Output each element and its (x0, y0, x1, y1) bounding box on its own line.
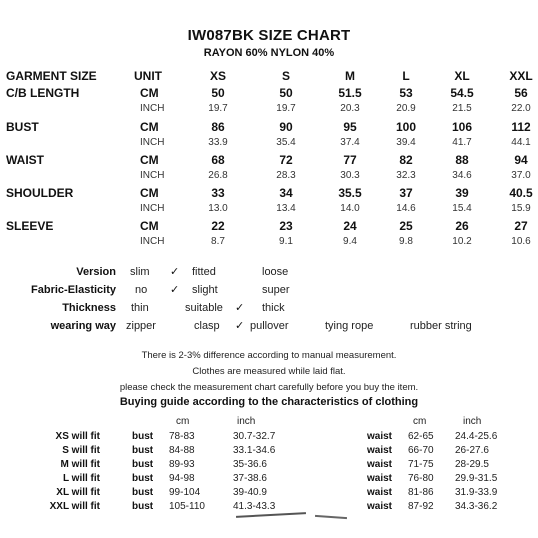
bust-cm: 99-104 (169, 487, 201, 498)
fit-label-l: L will fit (62, 473, 100, 484)
cell-cm-xxl: 27 (514, 219, 528, 233)
fit-label-xl: XL will fit (56, 487, 100, 498)
option-zipper: zipper (126, 320, 156, 332)
cell-inch-xxl: 44.1 (511, 137, 531, 148)
option-slight: slight (192, 284, 218, 296)
bust-inch: 41.3-43.3 (233, 501, 276, 512)
cell-cm-l: 82 (399, 153, 413, 167)
row-label-cb-length: C/B LENGTH (6, 86, 80, 100)
attr-label-thickness: Thickness (62, 302, 116, 314)
cell-cm-s: 90 (279, 120, 293, 134)
cell-inch-xl: 15.4 (452, 203, 472, 214)
waist-word: waist (367, 431, 393, 442)
waist-cm: 76-80 (408, 473, 434, 484)
cell-inch-xs: 8.7 (211, 236, 225, 247)
bust-cm: 89-93 (169, 459, 195, 470)
cell-cm-xs: 86 (211, 120, 225, 134)
unit-header: UNIT (134, 69, 162, 83)
waist-word: waist (367, 473, 393, 484)
cell-cm-xs: 68 (211, 153, 225, 167)
bust-inch: 30.7-32.7 (233, 431, 276, 442)
guide-inch-header: inch (463, 416, 482, 427)
guide-cm-header: cm (413, 416, 427, 427)
check-icon: ✓ (235, 302, 245, 314)
option-thin: thin (131, 302, 149, 314)
cell-inch-xs: 26.8 (208, 170, 228, 181)
unit-cm: CM (140, 86, 159, 100)
cell-cm-xxl: 56 (514, 86, 528, 100)
waist-inch: 31.9-33.9 (455, 487, 498, 498)
cell-inch-l: 32.3 (396, 170, 416, 181)
bust-word: bust (132, 445, 154, 456)
fit-label-s: S will fit (62, 445, 100, 456)
guide-inch-header: inch (237, 416, 256, 427)
option-slim: slim (130, 266, 150, 278)
option-no: no (135, 284, 148, 296)
option-loose: loose (262, 266, 289, 278)
row-label-bust: BUST (6, 120, 39, 134)
unit-cm: CM (140, 153, 159, 167)
cell-cm-xl: 54.5 (450, 86, 474, 100)
waist-cm: 62-65 (408, 431, 434, 442)
bust-cm: 84-88 (169, 445, 195, 456)
bust-inch: 37-38.6 (233, 473, 267, 484)
garment-size-header: GARMENT SIZE (6, 69, 97, 83)
material-subtitle: RAYON 60% NYLON 40% (203, 47, 335, 59)
option-tying-rope: tying rope (325, 320, 374, 332)
cell-inch-m: 30.3 (340, 170, 360, 181)
cell-inch-xl: 41.7 (452, 137, 472, 148)
bust-cm: 94-98 (169, 473, 195, 484)
cell-cm-xxl: 112 (511, 120, 531, 134)
bust-inch: 35-36.6 (233, 459, 267, 470)
waist-word: waist (367, 459, 393, 470)
cell-cm-xs: 33 (211, 186, 225, 200)
row-label-waist: WAIST (6, 153, 44, 167)
unit-inch: INCH (140, 137, 165, 148)
cell-cm-s: 23 (279, 219, 293, 233)
note-check-chart: please check the measurement chart carefully before you buy the item. (119, 382, 419, 393)
waist-inch: 29.9-31.5 (455, 473, 498, 484)
waist-word: waist (367, 445, 393, 456)
option-fitted: fitted (192, 266, 216, 278)
bust-inch: 33.1-34.6 (233, 445, 276, 456)
cell-inch-s: 13.4 (276, 203, 296, 214)
row-label-shoulder: SHOULDER (6, 186, 74, 200)
unit-inch: INCH (140, 236, 165, 247)
waist-word: waist (367, 501, 393, 512)
unit-inch: INCH (140, 203, 165, 214)
unit-inch: INCH (140, 170, 165, 181)
cell-inch-l: 9.8 (399, 236, 413, 247)
size-header-s: S (281, 69, 290, 83)
fit-label-m: M will fit (60, 459, 100, 470)
unit-cm: CM (140, 120, 159, 134)
cell-inch-xxl: 22.0 (511, 103, 531, 114)
cell-cm-xl: 106 (451, 120, 473, 134)
fit-label-xxl: XXL will fit (49, 501, 100, 512)
unit-inch: INCH (140, 103, 165, 114)
row-label-sleeve: SLEEVE (6, 219, 54, 233)
cell-inch-xs: 19.7 (208, 103, 228, 114)
cell-inch-xl: 10.2 (452, 236, 472, 247)
bust-cm: 78-83 (169, 431, 195, 442)
page-title: IW087BK SIZE CHART (187, 27, 351, 44)
cell-cm-s: 50 (279, 86, 293, 100)
check-icon: ✓ (235, 320, 245, 332)
buying-guide-title: Buying guide according to the characteristics of clothing (119, 396, 419, 408)
option-rubber-string: rubber string (410, 320, 472, 332)
size-header-l: L (402, 69, 410, 83)
bust-word: bust (132, 487, 154, 498)
bust-word: bust (132, 431, 154, 442)
cell-cm-s: 34 (279, 186, 293, 200)
option-clasp: clasp (194, 320, 220, 332)
cell-cm-xl: 39 (455, 186, 469, 200)
cell-inch-xxl: 10.6 (511, 236, 531, 247)
cell-inch-l: 39.4 (396, 137, 416, 148)
cell-cm-xl: 26 (455, 219, 469, 233)
bust-word: bust (132, 473, 154, 484)
option-thick: thick (262, 302, 285, 314)
cell-inch-s: 9.1 (279, 236, 293, 247)
cell-inch-l: 20.9 (396, 103, 416, 114)
cell-inch-xxl: 37.0 (511, 170, 531, 181)
cell-cm-l: 53 (399, 86, 413, 100)
cell-inch-xl: 34.6 (452, 170, 472, 181)
cell-cm-xs: 50 (211, 86, 225, 100)
cell-inch-xs: 13.0 (208, 203, 228, 214)
guide-cm-header: cm (176, 416, 190, 427)
cell-cm-l: 25 (399, 219, 413, 233)
bust-inch: 39-40.9 (233, 487, 267, 498)
waist-cm: 87-92 (408, 501, 434, 512)
cell-inch-s: 28.3 (276, 170, 296, 181)
waist-inch: 34.3-36.2 (455, 501, 498, 512)
note-laid-flat: Clothes are measured while laid flat. (192, 366, 346, 377)
cell-cm-xxl: 94 (514, 153, 528, 167)
cell-cm-xxl: 40.5 (509, 186, 533, 200)
cell-cm-s: 72 (279, 153, 293, 167)
scan-mark (315, 515, 347, 519)
waist-word: waist (367, 487, 393, 498)
cell-inch-l: 14.6 (396, 203, 416, 214)
cell-cm-xs: 22 (211, 219, 225, 233)
option-suitable: suitable (185, 302, 223, 314)
cell-cm-m: 51.5 (338, 86, 362, 100)
attr-label-version: Version (76, 266, 116, 278)
check-icon: ✓ (170, 266, 180, 278)
waist-inch: 26-27.6 (455, 445, 489, 456)
size-header-xs: XS (209, 69, 226, 83)
cell-cm-m: 95 (343, 120, 357, 134)
option-pullover: pullover (250, 320, 289, 332)
bust-word: bust (132, 501, 154, 512)
cell-inch-s: 19.7 (276, 103, 296, 114)
waist-inch: 28-29.5 (455, 459, 489, 470)
option-super: super (262, 284, 290, 296)
size-header-m: M (345, 69, 355, 83)
cell-inch-m: 20.3 (340, 103, 360, 114)
cell-inch-xxl: 15.9 (511, 203, 531, 214)
waist-cm: 81-86 (408, 487, 434, 498)
waist-inch: 24.4-25.6 (455, 431, 498, 442)
fit-label-xs: XS will fit (55, 431, 100, 442)
size-header-xxl: XXL (509, 69, 533, 83)
cell-inch-xs: 33.9 (208, 137, 228, 148)
cell-cm-m: 24 (343, 219, 357, 233)
cell-cm-l: 100 (395, 120, 417, 134)
attr-label-wearing-way: wearing way (50, 320, 116, 332)
bust-cm: 105-110 (169, 501, 205, 512)
scan-mark (236, 512, 306, 518)
bust-word: bust (132, 459, 154, 470)
waist-cm: 71-75 (408, 459, 434, 470)
cell-inch-s: 35.4 (276, 137, 296, 148)
waist-cm: 66-70 (408, 445, 434, 456)
cell-cm-m: 35.5 (338, 186, 362, 200)
unit-cm: CM (140, 186, 159, 200)
cell-cm-xl: 88 (455, 153, 469, 167)
note-measurement-difference: There is 2-3% difference according to manual measurement. (141, 350, 397, 361)
size-header-xl: XL (454, 69, 470, 83)
cell-inch-m: 14.0 (340, 203, 360, 214)
check-icon: ✓ (170, 284, 180, 296)
cell-inch-m: 9.4 (343, 236, 357, 247)
cell-cm-m: 77 (343, 153, 357, 167)
cell-cm-l: 37 (399, 186, 413, 200)
cell-inch-m: 37.4 (340, 137, 360, 148)
cell-inch-xl: 21.5 (452, 103, 472, 114)
unit-cm: CM (140, 219, 159, 233)
attr-label-elasticity: Fabric-Elasticity (31, 284, 116, 296)
